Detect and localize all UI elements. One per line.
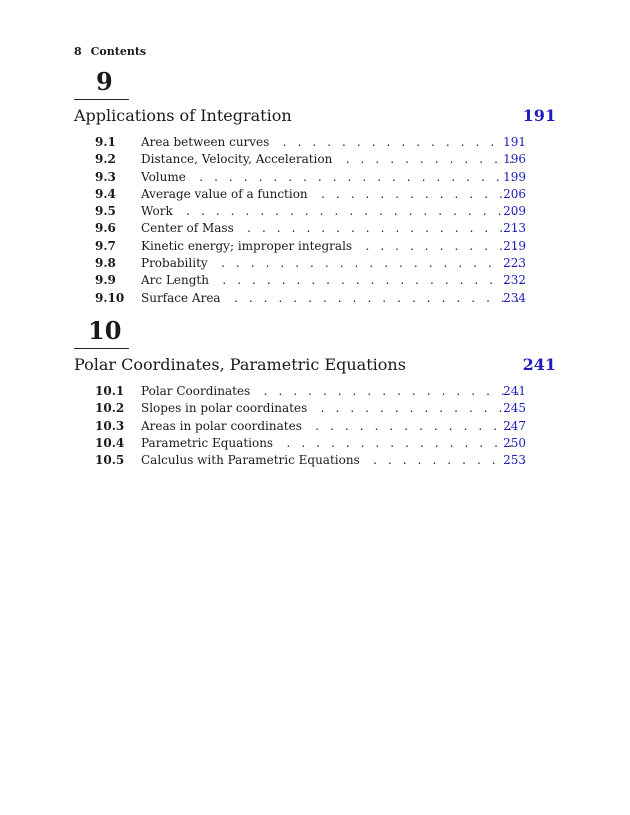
section-leader	[141, 186, 524, 203]
toc-entry[interactable]	[74, 435, 556, 452]
chapter-title: Applications of Integration	[74, 106, 292, 125]
toc-entry[interactable]	[74, 255, 556, 272]
section-page-link[interactable]: 247	[503, 418, 526, 433]
section-list	[74, 383, 556, 469]
section-title: Arc Length	[141, 273, 215, 287]
section-page-link[interactable]: 213	[503, 221, 526, 236]
section-page-link[interactable]: 196	[503, 152, 526, 167]
section-title: Average value of a function	[141, 187, 314, 201]
section-title: Area between curves	[141, 135, 275, 149]
section-page-link[interactable]: 245	[503, 401, 526, 416]
section-leader	[141, 452, 524, 469]
running-head	[74, 45, 146, 58]
section-leader	[141, 435, 524, 452]
section-leader	[141, 151, 524, 168]
section-leader	[141, 238, 524, 255]
section-number: 9.10	[95, 290, 125, 305]
section-page-link[interactable]: 250	[503, 435, 526, 450]
section-leader	[141, 134, 524, 151]
section-leader	[141, 418, 524, 435]
section-title: Distance, Velocity, Acceleration	[141, 152, 338, 166]
section-page-link[interactable]: 223	[503, 256, 526, 271]
section-number: 10.2	[95, 401, 125, 416]
running-head-title: Contents	[90, 45, 147, 58]
chapter-page-link[interactable]: 241	[522, 355, 556, 374]
chapter-rule	[74, 99, 129, 100]
section-leader	[141, 272, 524, 289]
toc-entry[interactable]	[74, 186, 556, 203]
section-title: Work	[141, 204, 179, 218]
section-leader	[141, 400, 524, 417]
section-page-link[interactable]: 241	[503, 384, 526, 398]
section-page-link[interactable]: 253	[503, 453, 526, 468]
toc-entry[interactable]	[74, 452, 556, 469]
section-number: 10.3	[95, 418, 125, 433]
chapter-number: 9	[96, 67, 113, 96]
section-page-link[interactable]: 209	[503, 204, 526, 219]
section-title: Kinetic energy; improper integrals	[141, 239, 358, 253]
section-list	[74, 134, 556, 307]
toc-entry[interactable]	[74, 134, 556, 151]
toc-entry[interactable]	[74, 220, 556, 237]
section-page-link[interactable]: 191	[503, 135, 526, 149]
section-number: 9.7	[95, 238, 116, 253]
section-leader	[141, 169, 524, 186]
section-number: 9.5	[95, 204, 116, 219]
section-number: 9.3	[95, 169, 116, 184]
toc-entry[interactable]	[74, 151, 556, 168]
section-number: 9.1	[95, 135, 116, 149]
section-leader	[141, 203, 524, 220]
section-title: Areas in polar coordinates	[141, 419, 308, 433]
section-leader	[141, 383, 524, 400]
chapter-page-link[interactable]: 191	[522, 106, 556, 125]
section-number: 9.2	[95, 152, 116, 167]
toc-entry[interactable]	[74, 272, 556, 289]
toc-entry[interactable]	[74, 238, 556, 255]
section-title: Probability	[141, 256, 214, 270]
page-number: 8	[74, 45, 82, 58]
section-page-link[interactable]: 206	[503, 186, 526, 201]
section-number: 9.4	[95, 186, 116, 201]
section-number: 10.4	[95, 435, 125, 450]
section-page-link[interactable]: 199	[503, 169, 526, 184]
section-title: Center of Mass	[141, 221, 240, 235]
chapter-9	[74, 68, 556, 307]
chapter-title: Polar Coordinates, Parametric Equations	[74, 355, 406, 374]
toc-entry[interactable]	[74, 290, 556, 307]
chapter-10	[74, 317, 556, 469]
chapter-heading[interactable]	[74, 104, 556, 128]
section-leader	[141, 290, 524, 307]
section-page-link[interactable]: 234	[503, 290, 526, 305]
section-title: Polar Coordinates	[141, 384, 256, 398]
section-title: Volume	[141, 170, 192, 184]
section-number: 9.6	[95, 221, 116, 236]
toc-entry[interactable]	[74, 203, 556, 220]
section-title: Surface Area	[141, 291, 227, 305]
section-title: Slopes in polar coordinates	[141, 401, 313, 415]
section-number: 9.8	[95, 256, 116, 271]
chapter-rule	[74, 348, 129, 349]
section-leader	[141, 255, 524, 272]
section-number: 10.1	[95, 384, 125, 398]
toc-entry[interactable]	[74, 400, 556, 417]
toc-entry[interactable]	[74, 418, 556, 435]
chapter-number: 10	[88, 316, 122, 345]
section-number: 9.9	[95, 273, 116, 288]
section-title: Parametric Equations	[141, 436, 279, 450]
chapter-heading[interactable]	[74, 353, 556, 377]
section-page-link[interactable]: 219	[503, 238, 526, 253]
toc-entry[interactable]	[74, 169, 556, 186]
section-title: Calculus with Parametric Equations	[141, 453, 366, 467]
section-leader	[141, 220, 524, 237]
section-number: 10.5	[95, 453, 125, 468]
toc-entry[interactable]	[74, 383, 556, 400]
section-page-link[interactable]: 232	[503, 273, 526, 288]
